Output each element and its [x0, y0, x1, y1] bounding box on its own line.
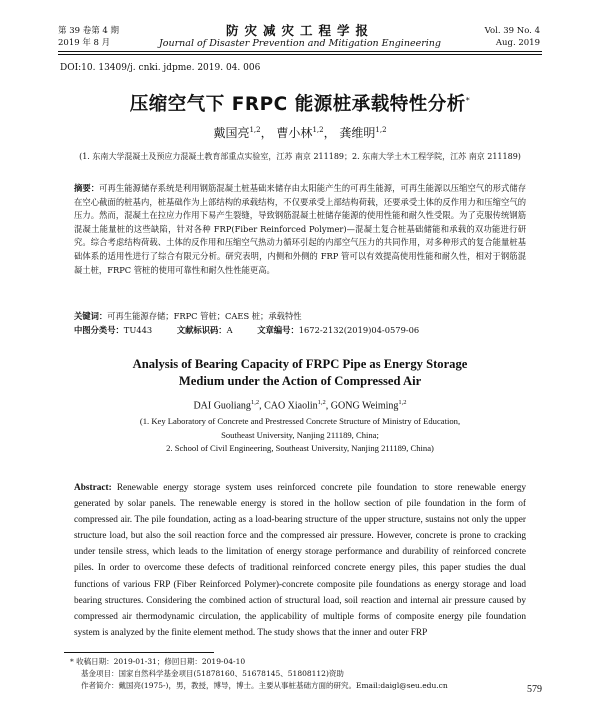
abstract-text-en: Renewable energy storage system uses reinforced concrete pile foundation to store renewable energy generated by solar panels. The renewable energy is stored in the hollow section of pile foundation in the form of compressed air. The pile foundation, acting as a load-bearing structure of the upper structure, sustains not only the upper structure load, but also the soil reaction force and the compressed air pressure. However, concrete is prone to cracking under tensile stress, which leads to the limitation of energy storage performance and durability of reinforced concrete piles. In order to overcome these defects of traditional reinforced concrete energy piles, this paper studies the dual functions of various FRP (Fiber Reinforced Polymer)-concrete composite pile foundations as energy storage and load bearing structures. Considering the combined action of structural load, soil reaction and internal air pressure caused by compressed air thermodynamic circulation, the applicability of multiple forms of composite energy pile foundation system is analyzed by the finite element method. The study shows that the inner and outer FRP — [74, 483, 526, 638]
issue-date-en: Aug. 2019 — [495, 38, 540, 48]
footnote-author-bio: 作者简介：戴国亮(1975-)，男，教授，博导，博士。主要从事桩基础方面的研究。Email:daigl@seu.edu.cn — [81, 680, 448, 690]
author-name: DAI Guoliang — [193, 400, 251, 412]
paper-title-en — [0, 356, 600, 390]
affiliation-en — [60, 415, 540, 456]
affiliation-cn: (1. 东南大学混凝土及预应力混凝土教育部重点实验室，江苏 南京 211189；2. 东南大学土木工程学院，江苏 南京 211189) — [79, 152, 521, 161]
authors-cn: 戴国亮$^{1,2}$， 曹小林$^{1,2}$， 龚维明$^{1,2}$ — [213, 126, 387, 140]
authors-en: DAI Guoliang$^{1,2}$, CAO Xiaolin$^{1,2}$, GONG Weiming$^{1,2}$ — [193, 399, 407, 412]
abstract-label-en: Abstract: — [74, 483, 112, 493]
volume-issue-en: Vol. 39 No. 4 — [484, 26, 540, 36]
paper-title-cn — [0, 90, 600, 116]
author-affil-mark: 1,2 — [249, 126, 261, 134]
author-name: 龚维明 — [339, 126, 376, 140]
author-name: 曹小林 — [276, 126, 313, 140]
author-affil-mark: 1,2 — [312, 126, 324, 134]
keywords-cn — [74, 310, 526, 324]
author-name: CAO Xiaolin — [264, 400, 318, 412]
page-number: 579 — [527, 684, 542, 695]
author-affil-mark: 1,2 — [317, 399, 326, 406]
journal-name — [150, 23, 450, 50]
footnote-received: * 收稿日期：2019-01-31；修回日期：2019-04-10 — [70, 657, 246, 666]
document-code: 文献标识码：A — [176, 325, 233, 335]
author-affil-mark: 1,2 — [375, 126, 387, 134]
header-rule-top — [58, 51, 542, 52]
abstract-en — [74, 480, 526, 641]
header-rule-bottom — [58, 54, 542, 55]
journal-name-en: Journal of Disaster Prevention and Mitigation Engineering — [158, 38, 441, 49]
author-affil-mark: 1,2 — [250, 399, 260, 406]
title-footnote-mark: * — [465, 95, 471, 105]
title-en-line2: Medium under the Action of Compressed Air — [178, 374, 422, 388]
abstract-label-cn: 摘要： — [74, 183, 100, 193]
title-text: 压缩空气下 FRPC 能源桩承载特性分析 — [129, 94, 466, 115]
footnote-rule — [64, 652, 214, 653]
title-en-line1: Analysis of Bearing Capacity of FRPC Pipe as Energy Storage — [132, 357, 468, 371]
volume-issue: 第 39 卷第 4 期 — [58, 26, 120, 36]
article-number: 文章编号：1672-2132(2019)04-0579-06 — [257, 325, 420, 335]
affil-en-line3: 2. School of Civil Engineering, Southeast University, Nanjing 211189, China) — [166, 443, 434, 453]
author-name: GONG Weiming — [330, 400, 399, 412]
issue-date: 2019 年 8 月 — [58, 38, 111, 48]
keywords-label: 关键词： — [74, 311, 108, 321]
journal-volume-info-en — [485, 25, 540, 49]
journal-name-cn: 防灾减灾工程学报 — [225, 23, 374, 38]
footnote-funding: 基金项目：国家自然科学基金项目(51878160、51678145、51808112)资助 — [81, 668, 344, 678]
author-name: 戴国亮 — [213, 126, 250, 140]
affil-en-line1: (1. Key Laboratory of Concrete and Prestressed Concrete Structure of Ministry of Education, — [139, 416, 461, 426]
footnotes — [70, 656, 540, 691]
classification-info — [74, 324, 526, 338]
clc-number: 中图分类号：TU443 — [74, 325, 153, 335]
author-affil-mark: 1,2 — [398, 399, 407, 406]
keywords-text: 可再生能源存储；FRPC 管桩；CAES 桩；承载特性 — [107, 311, 302, 321]
doi: DOI:10. 13409/j. cnki. jdpme. 2019. 04. 006 — [60, 63, 261, 73]
abstract-text-cn: 可再生能源储存系统是利用钢筋混凝土桩基础来储存由太阳能产生的可再生能源，可再生能源以压缩空气的形式储存在空心截面的桩基内，桩基础作为上部结构的承载结构，不仅要承受上部结构荷载，还要承受土体的反作用力和压缩空气的压力。然而，混凝土在拉应力作用下易产生裂缝，导致钢筋混凝土桩储存能源的使用性能和耐久性受限。为了克服传统钢筋混凝土能量桩的这些缺陷，针对各种 FRP(Fiber Reinforced Polymer)—混凝土复合桩基础储能和承载的双功能进行研究。综合考虑结构荷载、土体的反作用和压缩空气热动力循环引起的内部空气压力的共同作用，对多种形式的复合能量桩基础体系的适用性进行了综合有限元分析。研究表明，内侧和外侧的 FRP 管可以有效提高使用性能和耐久性，相对于钢筋混凝土桩，FRPC 管桩的使用可靠性和耐久性性能更高。 — [74, 183, 526, 275]
affil-en-line2: Southeast University, Nanjing 211189, China; — [221, 429, 379, 440]
journal-volume-info — [58, 25, 119, 49]
abstract-cn — [74, 182, 526, 277]
